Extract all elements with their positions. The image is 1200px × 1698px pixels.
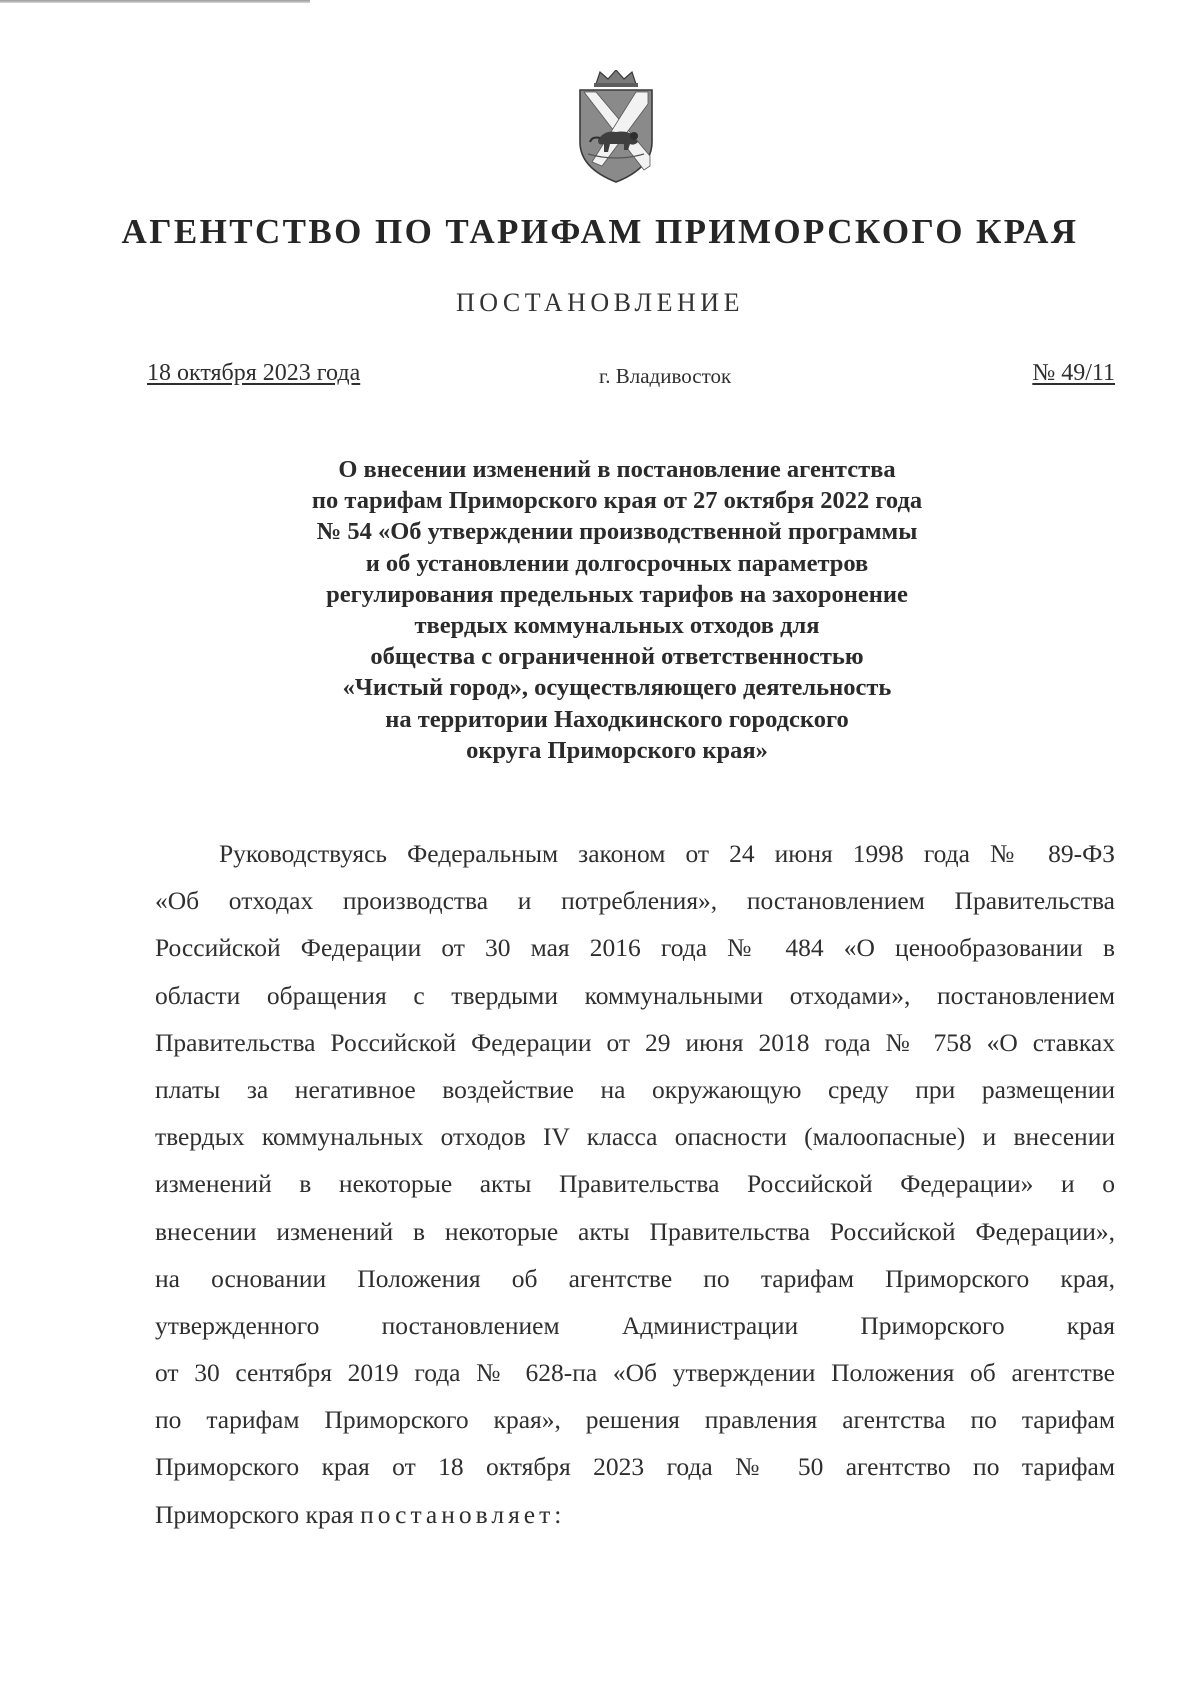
body-line: Российской Федерации от 30 мая 2016 года № 484 «О ценообразовании в [155, 933, 1115, 963]
preamble-paragraph [155, 830, 1115, 1538]
body-line: области обращения с твердыми коммунальными отходами», постановлением [155, 980, 1115, 1010]
subject-line: по тарифам Приморского края от 27 октября 2022 года [311, 487, 923, 515]
subject-line: О внесении изменений в постановление агентства [338, 456, 896, 483]
subject-line: № 54 «Об утверждении производственной программы [316, 518, 918, 546]
scan-edge-mark [0, 0, 310, 3]
subject-line: округа Приморского края» [466, 736, 768, 764]
body-line: платы за негативное воздействие на окружающую среду при размещении [155, 1074, 1115, 1104]
agency-title: АГЕНТСТВО ПО ТАРИФАМ ПРИМОРСКОГО КРАЯ [121, 212, 1079, 251]
resolves-word: постановляет: [360, 1499, 566, 1529]
document-type-heading: ПОСТАНОВЛЕНИЕ [456, 288, 744, 317]
closing-line [155, 1491, 1115, 1538]
subject-line: «Чистый город», осуществляющего деятельность [342, 674, 892, 702]
document-meta-line [147, 360, 1115, 394]
coat-of-arms-icon [574, 70, 658, 188]
subject-line: общества с ограниченной ответственностью [370, 643, 864, 671]
body-line: изменений в некоторые акты Правительства Российской Федерации» и о [155, 1169, 1115, 1199]
closing-prefix: Приморского края [155, 1499, 361, 1529]
document-subject [190, 454, 1044, 766]
subject-line: и об установлении долгосрочных параметров [365, 549, 869, 577]
subject-line: твердых коммунальных отходов для [414, 612, 820, 640]
body-line: Правительства Российской Федерации от 29 июня 2018 года № 758 «О ставках [155, 1027, 1115, 1057]
document-number: № 49/11 [1032, 360, 1115, 386]
body-line: от 30 сентября 2019 года № 628-па «Об утверждении Положения об агентстве [155, 1358, 1115, 1388]
document-city: г. Владивосток [599, 364, 732, 388]
body-line: Приморского края от 18 октября 2023 года № 50 агентство по тарифам [155, 1452, 1115, 1482]
body-line: утвержденного постановлением Администрации Приморского края [155, 1310, 1115, 1340]
body-line: «Об отходах производства и потребления», постановлением Правительства [155, 886, 1115, 916]
body-line: Руководствуясь Федеральным законом от 24 июня 1998 года № 89-ФЗ [219, 839, 1115, 868]
subject-line: регулирования предельных тарифов на захоронение [326, 580, 908, 608]
subject-line: на территории Находкинского городского [385, 705, 849, 733]
body-line: на основании Положения об агентстве по тарифам Приморского края, [155, 1263, 1115, 1293]
body-line: по тарифам Приморского края», решения правления агентства по тарифам [155, 1405, 1115, 1435]
document-date: 18 октября 2023 года [147, 360, 361, 386]
body-line: твердых коммунальных отходов IV класса опасности (малоопасные) и внесении [155, 1122, 1115, 1152]
body-line: внесении изменений в некоторые акты Правительства Российской Федерации», [155, 1216, 1115, 1246]
